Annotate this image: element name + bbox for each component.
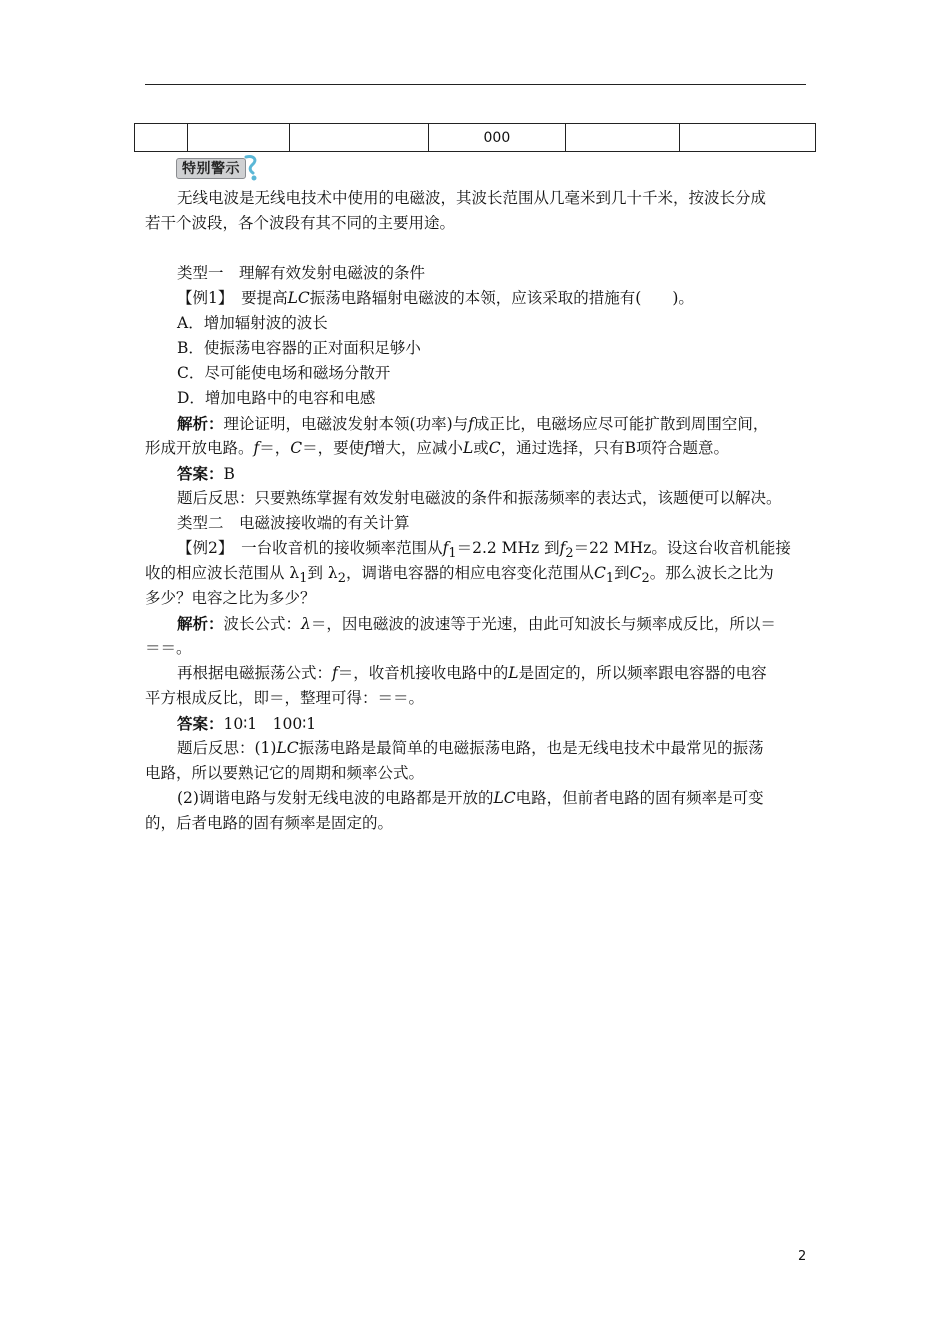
table-cell: [187, 124, 290, 152]
table-cell: [566, 124, 679, 152]
analysis-line: ＝＝。: [145, 639, 192, 657]
answer-line: 答案：B: [177, 464, 235, 483]
option-d: D．增加电路中的电容和电感: [177, 389, 376, 407]
special-warning-badge: [176, 154, 266, 182]
analysis-line: 再根据电磁振荡公式：f＝，收音机接收电路中的L是固定的，所以频率跟电容器的电容: [177, 664, 767, 682]
reflection-line: 题后反思：(1)LC振荡电路是最简单的电磁振荡电路，也是无线电技术中最常见的振荡: [177, 739, 764, 757]
analysis-line: 解析：理论证明，电磁波发射本领(功率)与f成正比，电磁场应尽可能扩散到周围空间，: [177, 414, 769, 433]
section-heading-type2: 类型二 电磁波接收端的有关计算: [177, 514, 410, 532]
example2-question: 收的相应波长范围从 $\lambda_1$到 $\lambda_2$，调谐电容器的相应电容变化范围从$C_1$到$C_2$。那么波长之比为: [145, 564, 774, 587]
data-table: [134, 123, 816, 152]
example2-question: 多少？电容之比为多少？: [145, 589, 316, 607]
table-cell: 000: [428, 124, 565, 152]
option-b: B．使振荡电容器的正对面积足够小: [177, 339, 421, 357]
table-cell: [290, 124, 428, 152]
table-cell: [135, 124, 188, 152]
table-row: [135, 124, 816, 152]
reflection-line: 的，后者电路的固有频率是固定的。: [145, 814, 394, 832]
option-a: A．增加辐射波的波长: [177, 314, 328, 332]
analysis-line: 解析：波长公式：λ＝，因电磁波的波速等于光速，由此可知波长与频率成反比，所以＝: [177, 614, 776, 633]
warning-mark-icon: [240, 154, 264, 182]
reflection-line: 题后反思：只要熟练掌握有效发射电磁波的条件和振荡频率的表达式，该题便可以解决。: [177, 489, 782, 507]
analysis-line: 平方根成反比，即＝，整理可得：＝＝。: [145, 689, 425, 707]
option-c: C．尽可能使电场和磁场分散开: [177, 364, 391, 382]
answer-line: 答案：10∶1 100∶1: [177, 714, 317, 733]
tip-paragraph-line: 无线电波是无线电技术中使用的电磁波，其波长范围从几毫米到几十千米，按波长分成: [177, 189, 767, 207]
section-heading-type1: 类型一 理解有效发射电磁波的条件: [177, 264, 426, 282]
example2-question: 【例2】 一台收音机的接收频率范围从$f_1=2.2$ MHz 到$f_2=22$ MHz。设这台收音机能接: [177, 539, 791, 562]
table-cell: [679, 124, 815, 152]
example1-question: 【例1】 要提高LC振荡电路辐射电磁波的本领，应该采取的措施有( )。: [177, 289, 694, 307]
tip-paragraph-line: 若干个波段，各个波段有其不同的主要用途。: [145, 214, 456, 232]
badge-label: 特别警示: [182, 161, 240, 177]
analysis-line: 形成开放电路。f＝，C＝，要使f增大，应减小L或C，通过选择，只有B项符合题意。: [145, 439, 730, 457]
header-rule: [145, 84, 806, 85]
page-number: 2: [798, 1249, 807, 1264]
reflection-line: (2)调谐电路与发射无线电波的电路都是开放的LC电路，但前者电路的固有频率是可变: [177, 789, 764, 807]
reflection-line: 电路，所以要熟记它的周期和频率公式。: [145, 764, 425, 782]
